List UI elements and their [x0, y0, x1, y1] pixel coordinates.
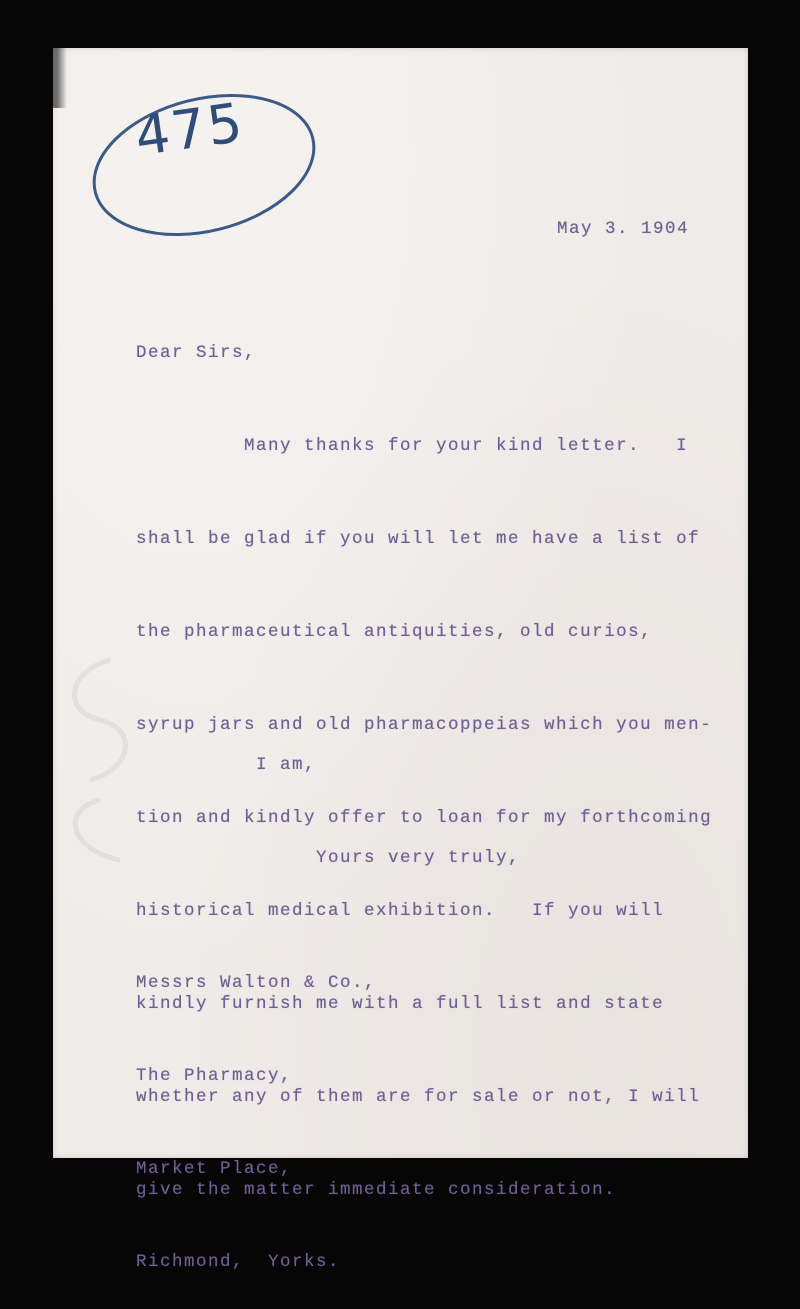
- body-line: historical medical exhibition. If you will: [136, 901, 665, 921]
- body-line: Many thanks for your kind letter. I: [136, 436, 689, 456]
- closing-line: I am,: [136, 755, 317, 775]
- body-line: shall be glad if you will let me have a list of: [136, 529, 701, 549]
- torn-corner: [53, 48, 67, 108]
- address-line: Messrs Walton & Co.,: [136, 973, 377, 993]
- body-line: kindly furnish me with a full list and state: [136, 994, 665, 1014]
- body-line: the pharmaceutical antiquities, old curios,: [136, 622, 653, 642]
- letter-closing: [136, 688, 520, 905]
- address-line: The Pharmacy,: [136, 1066, 293, 1086]
- folio-number: 475: [131, 90, 248, 169]
- address-line: Richmond, Yorks.: [136, 1252, 341, 1272]
- body-line: whether any of them are for sale or not, I will: [136, 1087, 701, 1107]
- salutation: Dear Sirs,: [136, 343, 257, 363]
- recipient-address: [136, 906, 376, 1309]
- body-line: syrup jars and old pharmacoppeias which you men-: [136, 715, 713, 735]
- body-line: tion and kindly offer to loan for my forthcoming: [136, 808, 713, 828]
- letter-date: May 3. 1904: [557, 219, 690, 239]
- address-line: Market Place,: [136, 1159, 293, 1179]
- body-line: give the matter immediate consideration.: [136, 1180, 617, 1200]
- bleed-through-marks: [40, 650, 160, 870]
- closing-line: Yours very truly,: [136, 848, 521, 868]
